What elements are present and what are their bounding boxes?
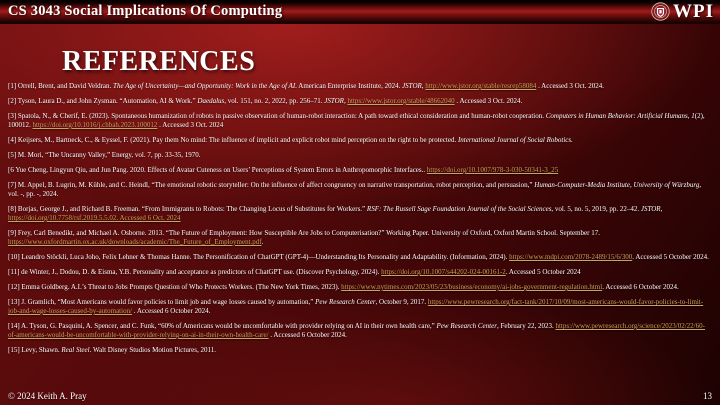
reference-item	[8, 205, 713, 223]
reference-text: The Age of Uncertainty—and Opportunity: Work in the Age of AI	[113, 82, 296, 90]
reference-text: [14] A. Tyson, G. Pasquini, A. Spencer, and C. Funk, “60% of Americans would be uncomfortable with provider relying on AI in their own health care,”	[8, 322, 437, 330]
reference-text: . Accessed 3 Oct. 2024	[157, 121, 224, 129]
reference-text: Computers in Human Behavior: Artificial Humans, 1	[545, 112, 695, 120]
reference-item	[8, 268, 713, 277]
reference-text: [9] Frey, Carl Benedikt, and Michael A. Osborne. 2013. “The Future of Employment: How Susceptible Are Jobs to Computerisation?” Working Paper. University of Oxford, Oxford Martin School. September 17.	[8, 229, 600, 237]
reference-text: [8] Borjas, George J., and Richard B. Freeman. “From Immigrants to Robots: The Changing Locus of Substitutes for Workers.”	[8, 205, 367, 213]
reference-item	[8, 322, 713, 340]
reference-text: , vol. 5, no. 5, 2019, pp. 22–42.	[551, 205, 641, 213]
reference-link[interactable]: https://www.jstor.org/stable/48662040	[347, 97, 455, 105]
reference-text: , vol. 151, no. 2, 2022, pp. 256–71.	[224, 97, 325, 105]
reference-link[interactable]: https://www.pewresearch.org/science/2023/02/22/60-of-americans-would-be-uncomfortable-with-provider-relying-on-ai-in-their-own-health-care/	[8, 322, 705, 339]
reference-text: [11] de Winter, J., Dodou, D. & Eisma, Y.B. Personality and acceptance as predictors of ChatGPT use. (Discover Psychology, 2024).	[8, 268, 382, 276]
course-title: CS 3043 Social Implications Of Computing	[8, 3, 283, 19]
reference-text: Pew Research Center	[315, 298, 376, 306]
reference-text: , October 9, 2017.	[375, 298, 428, 306]
reference-item	[8, 283, 713, 292]
reference-text: . Walt Disney Studios Motion Pictures, 2011.	[89, 346, 217, 354]
reference-item	[8, 298, 713, 316]
reference-item	[8, 136, 713, 145]
header-bar	[0, 0, 720, 24]
reference-text: JSTOR	[324, 97, 344, 105]
reference-text: Daedalus	[197, 97, 225, 105]
reference-item	[8, 151, 713, 160]
reference-item	[8, 166, 713, 175]
reference-text: RSF: The Russell Sage Foundation Journal of the Social Sciences	[366, 205, 552, 213]
reference-item	[8, 97, 713, 106]
reference-text: . Accessed 3 Oct. 2024.	[536, 82, 604, 90]
reference-item	[8, 112, 713, 130]
reference-item	[8, 229, 713, 247]
reference-text: [10] Leandro Stöckli, Luca Joho, Felix Lehner & Thomas Hanne. The Personification of ChatGPT (GPT-4)—Understanding Its Personality and Adaptability. (Information, 2024).	[8, 253, 510, 261]
wpi-seal-icon	[651, 2, 670, 21]
reference-text: . Accessed 6 October 2024.	[132, 307, 211, 315]
reference-text: , vol. -, pp. -, 2024.	[8, 181, 702, 198]
reference-link[interactable]: https://www.oxfordmartin.ox.ac.uk/downloads/academic/The_Future_of_Employment.pdf	[8, 238, 262, 246]
wpi-logo-text: WPI	[673, 0, 714, 22]
references-list	[8, 82, 713, 361]
reference-text: . Accessed 6 October 2024.	[268, 331, 347, 339]
reference-link[interactable]: https://doi.org/10.7758/rsf.2019.5.5.02. Accessed 6 Oct. 2024	[8, 214, 181, 222]
reference-text: ,	[421, 82, 426, 90]
reference-text: [1] Orrell, Brent, and David Veldran.	[8, 82, 114, 90]
reference-text: [13] J. Gramlich, “Most Americans would favor policies to limit job and wage losses caused by automation,”	[8, 298, 316, 306]
reference-text: , February 22, 2023.	[496, 322, 556, 330]
reference-link[interactable]: https://www.mdpi.com/2078-2489/15/6/300	[509, 253, 633, 261]
reference-item	[8, 346, 713, 355]
reference-text: [3] Spatola, N., & Cherif, E. (2023). Spontaneous humanization of robots in passive observation of human-robot interaction: A path toward ethical consideration and human-robot cooperation.	[8, 112, 546, 120]
reference-text: [4] Keijsers, M., Bartneck, C., & Eyssel, F. (2021). Pay them No mind: The influence of implicit and explicit robot mind perception on the right to be protected.	[8, 136, 458, 144]
reference-link[interactable]: https://www.nytimes.com/2023/05/23/business/economy/ai-jobs-government-regulation.html	[341, 283, 603, 291]
reference-text: . Accessed 5 October 2024.	[632, 253, 709, 261]
footer	[8, 391, 712, 401]
slide-title: REFERENCES	[62, 46, 256, 77]
reference-link[interactable]: https://doi.org/10.1007/978-3-030-50341-3_25	[426, 166, 559, 174]
reference-text: Real Steel	[61, 346, 90, 354]
reference-text: .	[261, 238, 264, 246]
reference-text: [12] Emma Goldberg. A.I.’s Threat to Jobs Prompts Question of Who Protects Workers. (The New York Times, 2023).	[8, 283, 342, 291]
reference-text: . Accessed 5 October 2024	[505, 268, 581, 276]
reference-text: . Accessed 6 October 2024.	[602, 283, 679, 291]
reference-text: Pew Research Center	[436, 322, 497, 330]
reference-text: ,	[660, 205, 663, 213]
reference-item	[8, 82, 713, 91]
reference-item	[8, 253, 713, 262]
copyright-text: © 2024 Keith A. Pray	[8, 391, 87, 401]
reference-link[interactable]: https://doi.org/10.1016/j.chbah.2023.100012	[32, 121, 158, 129]
reference-text: [7] M. Appel, B. Lugrin, M. Kühle, and C. Heindl, “The emotional robotic storyteller: On the influence of affect congruency on narrative transportation, robot perception, and persuasion,”	[8, 181, 535, 189]
reference-text: [2] Tyson, Laura D., and John Zysman. “Automation, AI & Work.”	[8, 97, 198, 105]
reference-text: (2), 100012.	[8, 112, 705, 129]
reference-link[interactable]: http://www.jstor.org/stable/resrep58084	[425, 82, 537, 90]
reference-text: . American Enterprise Institute, 2024.	[295, 82, 403, 90]
reference-text: [15] Levy, Shawn.	[8, 346, 62, 354]
reference-link[interactable]: https://www.pewresearch.org/fact-tank/2017/10/09/most-americans-would-favor-policies-to-limit-job-and-wage-losses-caused-by-automation/	[8, 298, 704, 315]
reference-link[interactable]: https://doi.org/10.1007/s44202-024-00161-2	[381, 268, 506, 276]
reference-text: Human-Computer-Media Institute, University of Würzburg	[534, 181, 700, 189]
reference-item	[8, 181, 713, 199]
reference-text: ,	[343, 97, 348, 105]
reference-text: JSTOR	[402, 82, 422, 90]
reference-text: JSTOR	[640, 205, 661, 213]
reference-text: [5] M. Mori, “The Uncanny Valley,” Energy, vol. 7, pp. 33-35, 1970.	[8, 151, 201, 159]
reference-text: . Accessed 3 Oct. 2024.	[454, 97, 523, 105]
wpi-logo	[651, 1, 714, 23]
page-number: 13	[703, 391, 712, 401]
reference-text: [6 Yue Cheng, Lingyun Qiu, and Jun Pang. 2020. Effects of Avatar Cuteness on Users’ Perceptions of System Errors in Anthropomorphic Interfaces..	[8, 166, 427, 174]
reference-text: International Journal of Social Robotics.	[457, 136, 573, 144]
